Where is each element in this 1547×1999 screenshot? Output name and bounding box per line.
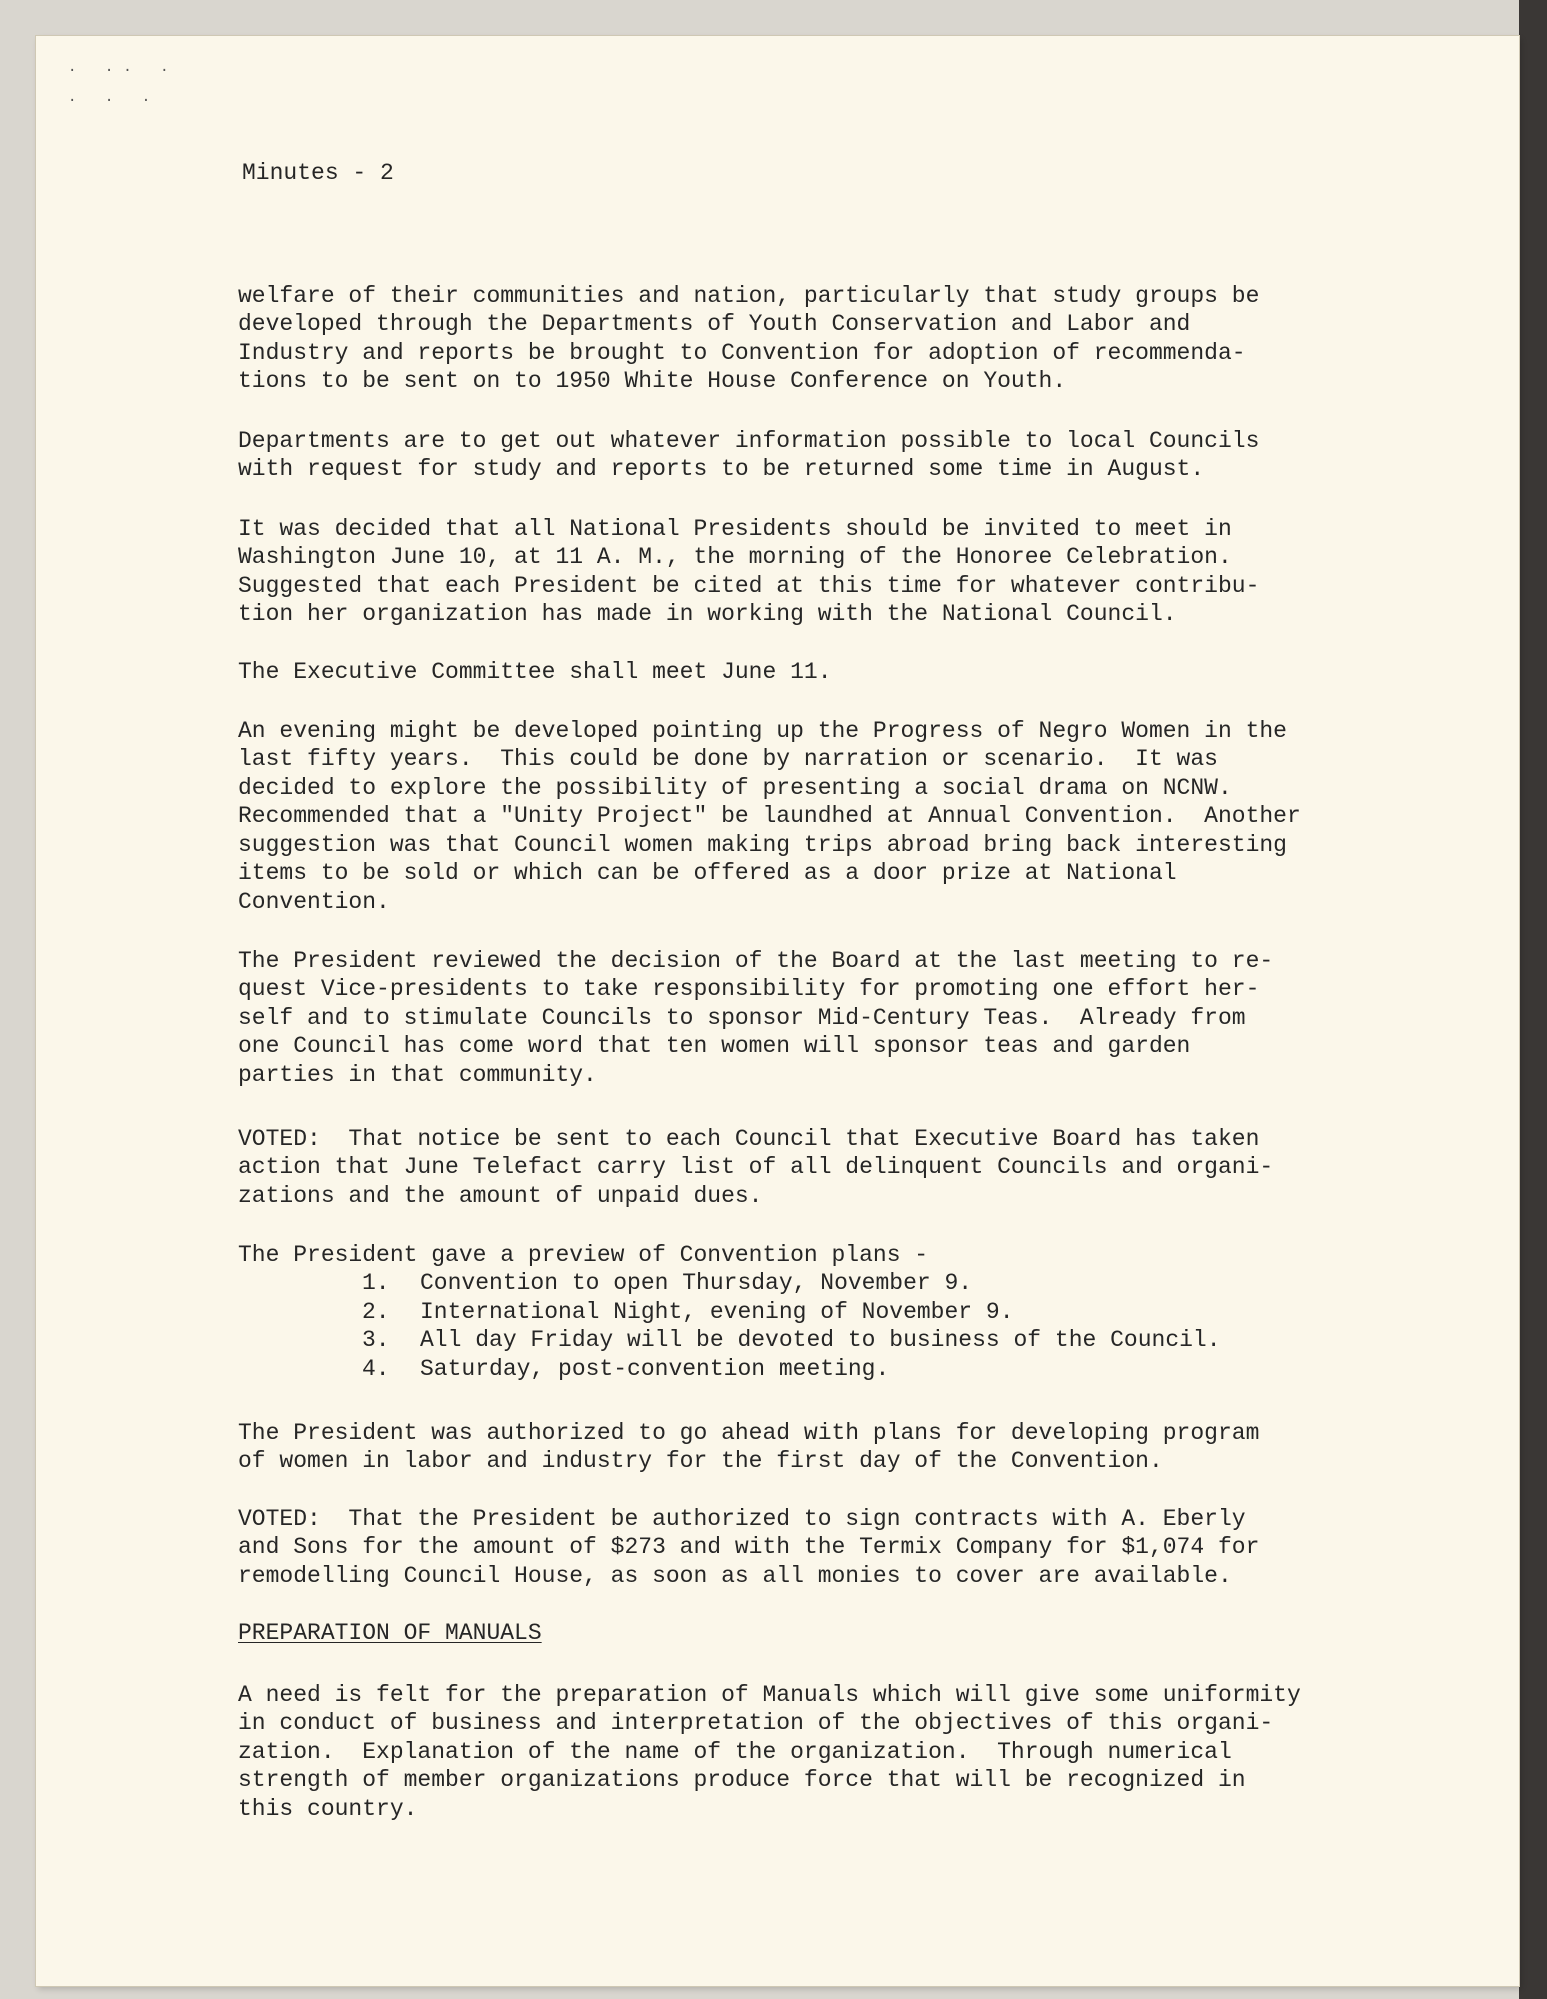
text-line: The President was authorized to go ahead with plans for developing program [238,1419,1260,1446]
text-line: tion her organization has made in working with the National Council. [238,601,1177,627]
text-line: Recommended that a "Unity Project" be laundhed at Annual Convention. Another [238,803,1301,829]
text-line: zations and the amount of unpaid dues. [238,1182,763,1209]
text-line: developed through the Departments of Youth Conservation and Labor and [238,311,1191,337]
text-line: Washington June 10, at 11 A. M., the morning of the Honoree Celebration. [238,544,1232,570]
text-line: decided to explore the possibility of presenting a social drama on NCNW. [238,774,1232,801]
text-line: quest Vice-presidents to take responsibility for promoting one effort her- [238,976,1260,1002]
page-header: Minutes - 2 [242,160,394,186]
paragraph-10-voted [238,1476,1378,1590]
list-text: All day Friday will be devoted to business of the Council. [420,1327,1221,1353]
text-line: It was decided that all National Presidents should be invited to meet in [238,515,1232,542]
text-line: The President gave a preview of Convention plans - [238,1241,929,1268]
list-item [238,1269,1378,1298]
text-line: and Sons for the amount of $273 and with the Termix Company for $1,074 for [238,1534,1260,1560]
paragraph-6 [238,918,1378,1089]
paragraph-8-convention-plans [238,1212,1378,1383]
paragraph-11 [238,1652,1378,1823]
text-line: The Executive Committee shall meet June 11. [238,658,832,685]
text-line: parties in that community. [238,1061,597,1088]
text-line: items to be sold or which can be offered as a door prize at National [238,860,1177,886]
text-line: A need is felt for the preparation of Manuals which will give some uniformity [238,1681,1301,1708]
text-line: VOTED: That the President be authorized to sign contracts with A. Eberly [238,1505,1246,1532]
text-line: one Council has come word that ten women will sponsor teas and garden [238,1033,1191,1059]
text-line: suggestion was that Council women making trips abroad bring back interesting [238,831,1287,858]
text-line: this country. [238,1795,418,1822]
text-line: An evening might be developed pointing up the Progress of Negro Women in the [238,717,1287,744]
list-item [238,1355,1378,1384]
text-line: tions to be sent on to 1950 White House Conference on Youth. [238,368,1067,394]
section-heading-manuals [238,1590,1378,1647]
text-line: VOTED: That notice be sent to each Council that Executive Board has taken [238,1125,1260,1152]
text-line: with request for study and reports to be returned some time in August. [238,456,1205,482]
list-text: Convention to open Thursday, November 9. [420,1270,973,1296]
paragraph-7-voted [238,1096,1378,1210]
paragraph-3 [238,486,1378,629]
text-line: in conduct of business and interpretation of the objectives of this organi- [238,1710,1274,1736]
paragraph-9 [238,1390,1378,1476]
paragraph-5 [238,688,1378,916]
list-text: Saturday, post-convention meeting. [420,1355,890,1382]
text-line: welfare of their communities and nation, particularly that study groups be [238,282,1260,309]
list-number: 2. [362,1298,390,1325]
text-line: action that June Telefact carry list of all delinquent Councils and organi- [238,1154,1274,1180]
text-line: of women in labor and industry for the first day of the Convention. [238,1448,1163,1474]
list-item [238,1298,1378,1327]
paragraph-2 [238,398,1378,484]
list-number: 1. [362,1270,390,1296]
list-number: 3. [362,1327,390,1353]
scan-background-edge [1519,0,1547,1999]
paper-specks: · ·· · · · · [68,63,179,109]
text-line: self and to stimulate Councils to sponsor Mid-Century Teas. Already from [238,1004,1246,1031]
text-line: The President reviewed the decision of the Board at the last meeting to re- [238,947,1274,974]
text-line: Departments are to get out whatever information possible to local Councils [238,427,1260,454]
text-line: remodelling Council House, as soon as all monies to cover are available. [238,1562,1232,1589]
paragraph-4 [238,629,1378,686]
text-line: Convention. [238,888,390,915]
text-line: last fifty years. This could be done by narration or scenario. It was [238,746,1218,772]
text-line: Industry and reports be brought to Convention for adoption of recommenda- [238,339,1246,366]
list-text: International Night, evening of November 9. [420,1298,1014,1325]
list-item [238,1326,1378,1355]
list-number: 4. [362,1355,390,1382]
text-line: zation. Explanation of the name of the organization. Through numerical [238,1738,1232,1765]
section-heading: PREPARATION OF MANUALS [238,1619,542,1646]
paragraph-1 [238,253,1378,396]
text-line: Suggested that each President be cited at this time for whatever contribu- [238,572,1260,599]
text-line: strength of member organizations produce force that will be recognized in [238,1767,1246,1793]
